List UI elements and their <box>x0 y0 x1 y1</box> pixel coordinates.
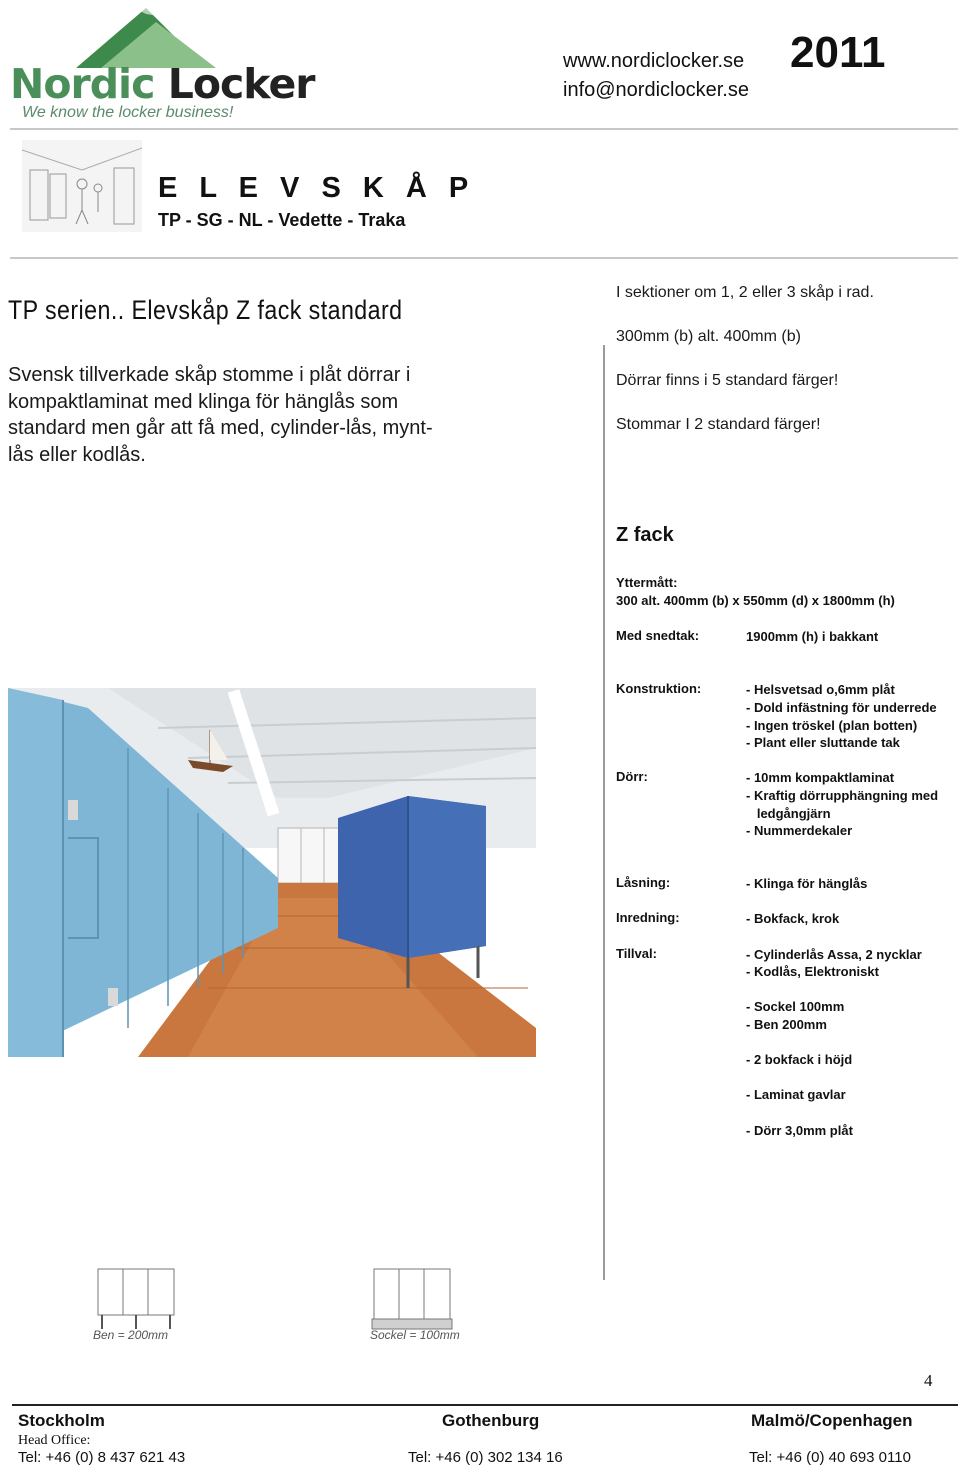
spec-value-tillval-6: - Laminat gavlar <box>746 1087 846 1102</box>
spec-value-konstruktion-4: - Plant eller sluttande tak <box>746 735 900 750</box>
spec-heading: Z fack <box>616 524 674 546</box>
office-gothenburg: Gothenburg <box>442 1411 540 1430</box>
spec-value-tillval-2: - Kodlås, Elektroniskt <box>746 964 879 979</box>
locker-room-sketch-icon <box>22 140 142 232</box>
section-title: E L E V S K Å P <box>158 172 476 204</box>
spec-label-dorr: Dörr: <box>616 769 648 784</box>
spec-value-tillval-3: - Sockel 100mm <box>746 999 845 1014</box>
spec-label-tillval: Tillval: <box>616 946 657 961</box>
spec-value-dorr-4: - Nummerdekaler <box>746 823 853 838</box>
spec-label-inredning: Inredning: <box>616 910 680 925</box>
spec-value-dorr-3: ledgångjärn <box>746 806 831 821</box>
column-divider <box>603 345 605 1280</box>
section-subtitle: TP - SG - NL - Vedette - Traka <box>158 210 406 230</box>
section-divider <box>10 257 958 259</box>
note-door-colors: Dörrar finns i 5 standard färger! <box>616 372 839 389</box>
spec-value-yttermatt: 300 alt. 400mm (b) x 550mm (d) x 1800mm (h) <box>616 593 895 608</box>
phone-malmo[interactable]: Tel: +46 (0) 40 693 0110 <box>749 1449 911 1466</box>
note-widths: 300mm (b) alt. 400mm (b) <box>616 328 801 345</box>
ben-locker-sketch-icon <box>92 1265 182 1335</box>
office-malmo: Malmö/Copenhagen <box>751 1411 913 1430</box>
spec-value-konstruktion-1: - Helsvetsad o,6mm plåt <box>746 682 895 697</box>
spec-value-dorr-2: - Kraftig dörrupphängning med <box>746 788 939 803</box>
spec-label-snedtak: Med snedtak: <box>616 628 700 643</box>
spec-value-konstruktion-3: - Ingen tröskel (plan botten) <box>746 718 918 733</box>
spec-label-lasning: Låsning: <box>616 875 671 890</box>
note-frame-colors: Stommar I 2 standard färger! <box>616 416 821 433</box>
locker-room-photo <box>8 688 536 1057</box>
head-office-label: Head Office: <box>18 1433 91 1448</box>
website-link[interactable]: www.nordiclocker.se <box>563 50 745 72</box>
note-sections: I sektioner om 1, 2 eller 3 skåp i rad. <box>616 284 874 301</box>
spec-value-inredning: - Bokfack, krok <box>746 911 840 926</box>
ben-caption: Ben = 200mm <box>93 1328 169 1342</box>
phone-gothenburg[interactable]: Tel: +46 (0) 302 134 16 <box>408 1449 563 1466</box>
header-divider <box>10 128 958 130</box>
sockel-caption: Sockel = 100mm <box>370 1328 460 1342</box>
page-number: 4 <box>924 1371 933 1390</box>
logo-word-nordic: Nordic <box>10 60 155 108</box>
spec-label-konstruktion: Konstruktion: <box>616 681 702 696</box>
spec-value-lasning: - Klinga för hänglås <box>746 876 868 891</box>
logo-slogan: We know the locker business! <box>22 104 234 121</box>
logo-wordmark <box>10 60 315 108</box>
footer-divider <box>12 1404 958 1406</box>
email-link[interactable]: info@nordiclocker.se <box>563 79 749 101</box>
spec-value-snedtak: 1900mm (h) i bakkant <box>746 629 879 644</box>
spec-value-dorr-1: - 10mm kompaktlaminat <box>746 770 895 785</box>
spec-value-tillval-7: - Dörr 3,0mm plåt <box>746 1123 853 1138</box>
product-intro: Svensk tillverkade skåp stomme i plåt dörrar i kompaktlaminat med klinga för hänglås som standard men går att få med, cylinder-lås, mynt-lås eller kodlås. <box>8 364 433 466</box>
sockel-locker-sketch-icon <box>368 1265 458 1335</box>
spec-value-tillval-4: - Ben 200mm <box>746 1017 827 1032</box>
spec-value-tillval-5: - 2 bokfack i höjd <box>746 1052 853 1067</box>
phone-stockholm[interactable]: Tel: +46 (0) 8 437 621 43 <box>18 1449 186 1466</box>
logo-word-locker: Locker <box>167 60 315 108</box>
spec-value-konstruktion-2: - Dold infästning för underrede <box>746 700 937 715</box>
product-title: TP serien.. Elevskåp Z fack standard <box>8 295 403 325</box>
catalog-year: 2011 <box>790 28 886 77</box>
office-stockholm: Stockholm <box>18 1411 105 1430</box>
spec-label-yttermatt: Yttermått: <box>616 575 678 590</box>
spec-value-tillval-1: - Cylinderlås Assa, 2 nycklar <box>746 947 922 962</box>
